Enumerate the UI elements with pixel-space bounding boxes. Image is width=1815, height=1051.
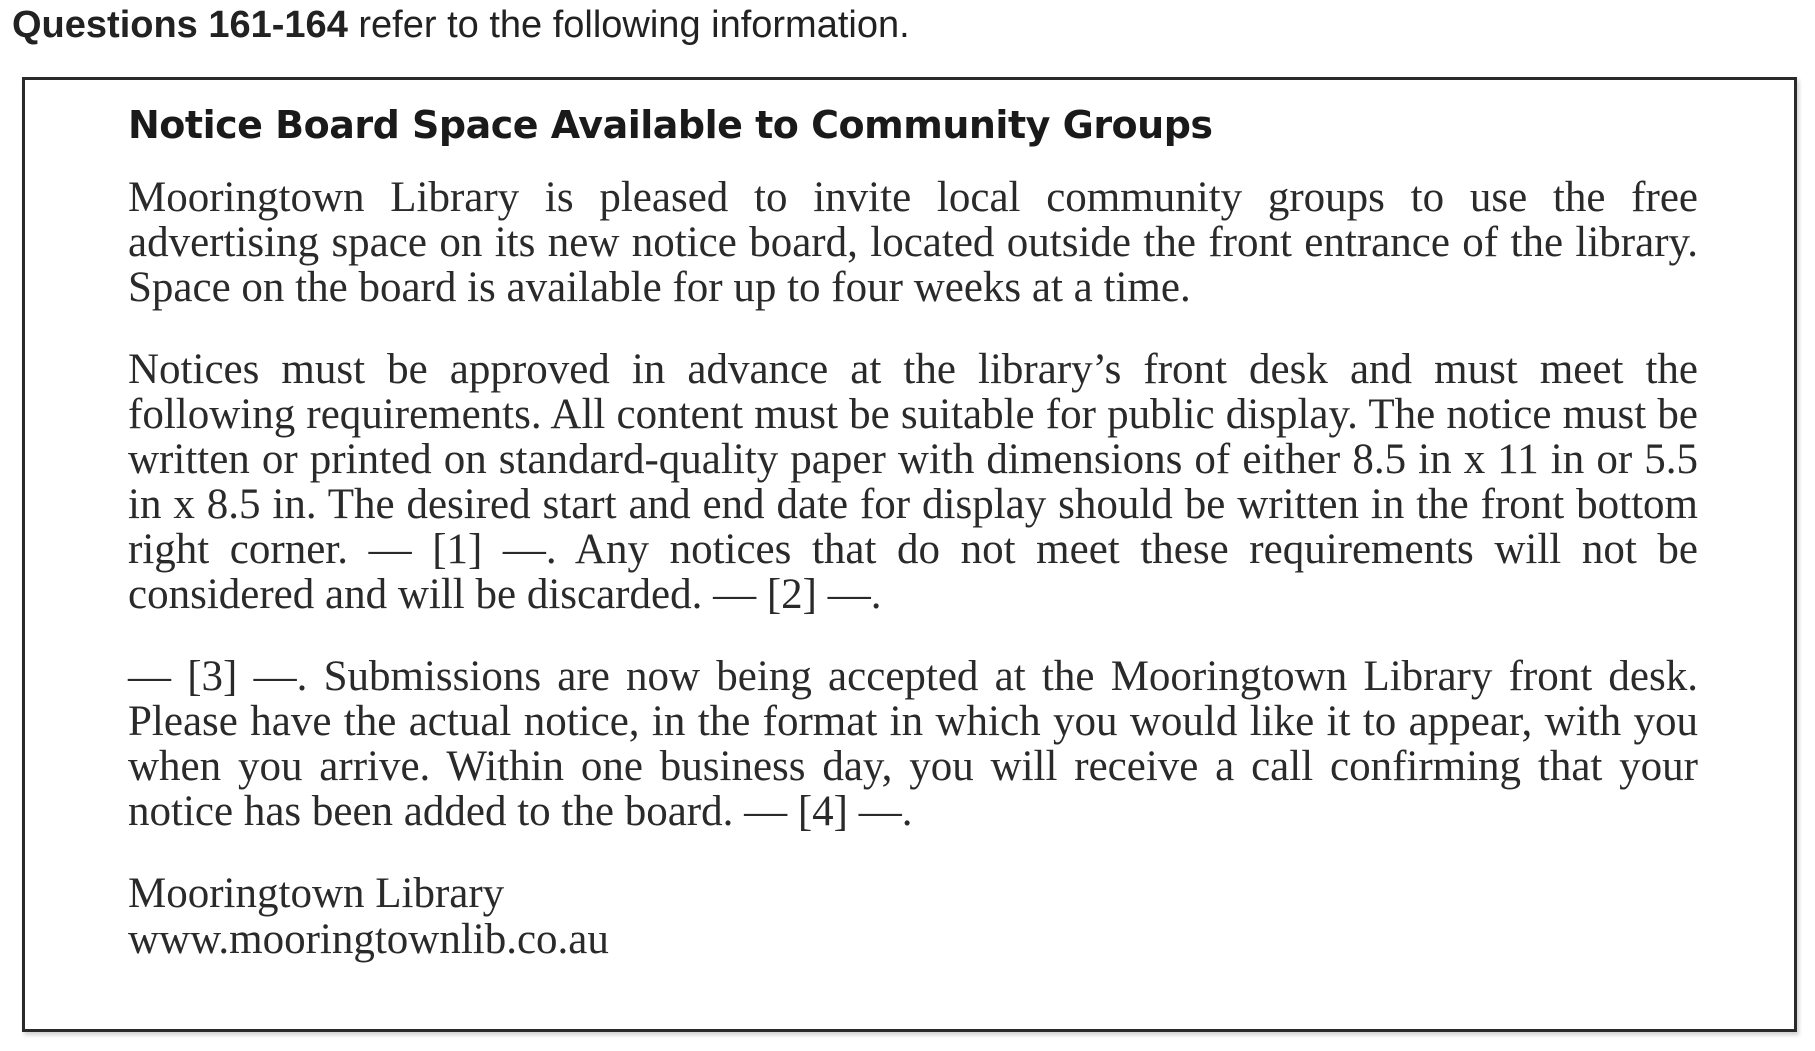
notice-signoff <box>128 871 1698 963</box>
question-range: Questions 161-164 <box>12 4 348 46</box>
question-intro-text: refer to the following information. <box>347 4 910 46</box>
notice-content <box>128 103 1698 963</box>
notice-paragraph-1: Mooringtown Library is pleased to invite local community groups to use the free advertising space on its new notice board, located outside the front entrance of the library. Space on the board is available for up to four weeks at a time. <box>128 174 1698 311</box>
question-intro <box>12 4 910 47</box>
notice-box <box>22 77 1797 1032</box>
signoff-name: Mooringtown Library <box>128 870 505 917</box>
notice-paragraph-3: — [3] —. Submissions are now being accepted at the Mooringtown Library front desk. Please have the actual notice, in the format in which you would like it to appear, with you when you arrive. Within one business day, you will receive a call confirming that your notice has been added to the board. — [4] —. <box>128 653 1698 835</box>
notice-paragraph-2: Notices must be approved in advance at the library’s front desk and must meet the following requirements. All content must be suitable for public display. The notice must be written or printed on standard-quality paper with dimensions of either 8.5 in x 11 in or 5.5 in x 8.5 in. The desired start and end date for display should be written in the front bottom right corner. — [1] —. Any notices that do not meet these requirements will not be considered and will be discarded. — [2] —. <box>128 346 1698 618</box>
signoff-website: www.mooringtownlib.co.au <box>128 916 609 963</box>
notice-title: Notice Board Space Available to Community Groups <box>128 103 1213 147</box>
